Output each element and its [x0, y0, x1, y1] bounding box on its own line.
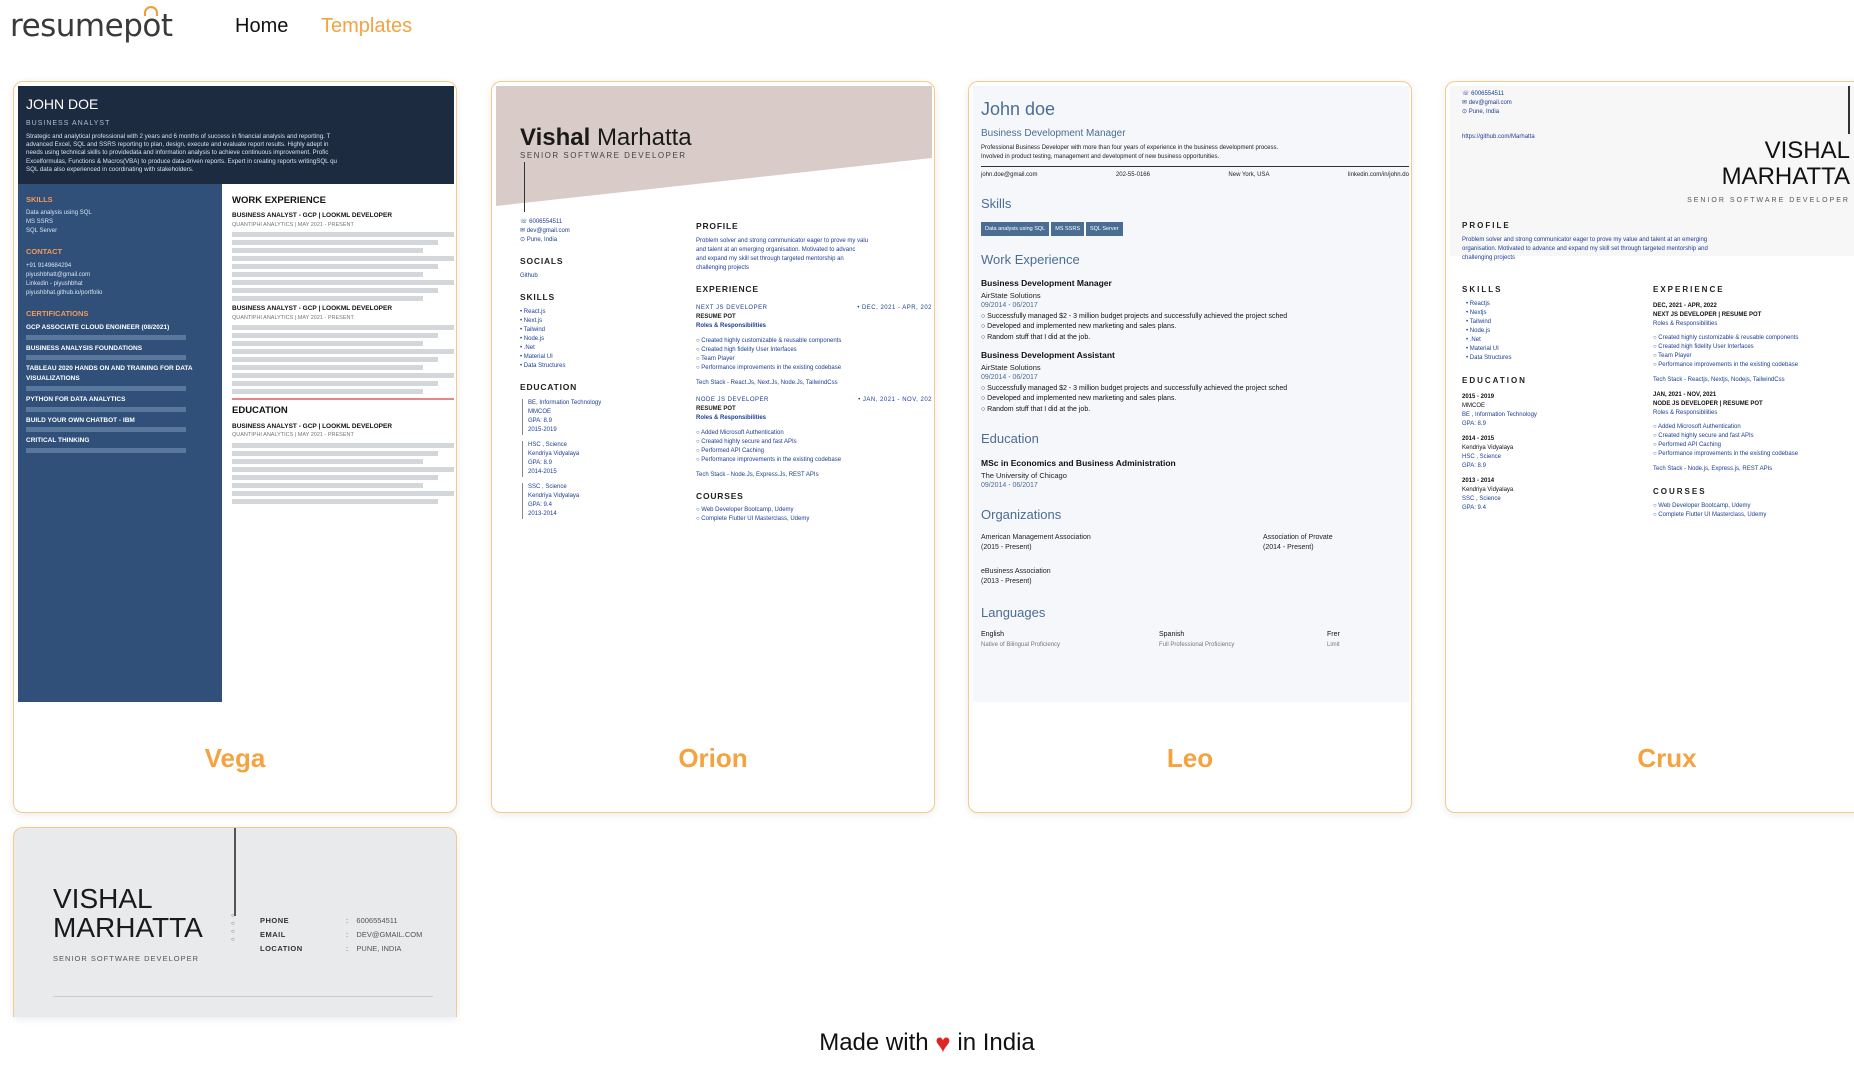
edu-gpa: GPA: 9.4 [1462, 505, 1486, 511]
summary-line: needs using technical skills to providedata and information analysis to achieve continuous improvement. Profic [26, 149, 329, 157]
lang-level: Full Professional Proficiency [1159, 641, 1235, 648]
preview-header [18, 86, 454, 184]
job-dates: • JAN, 2021 - NOV, 202 [858, 396, 932, 403]
job-dates: DEC, 2021 - APR, 2022 [1653, 303, 1717, 309]
right-column [1653, 272, 1854, 520]
text-placeholder [232, 467, 454, 472]
template-card-leo[interactable] [968, 81, 1412, 813]
contact-heading: CONTACT [26, 247, 63, 257]
skills-heading: Skills [981, 196, 1012, 211]
contact-value: : DEV@GMAIL.COM [346, 930, 423, 939]
text-placeholder [232, 333, 438, 338]
phone: ☏ 6006554511 [520, 219, 563, 225]
profile-line: challenging projects [696, 264, 750, 271]
certifications-heading: CERTIFICATIONS [26, 308, 89, 318]
education-line: 2015-2019 [528, 427, 557, 434]
summary-line: Excelformulas, Functions & Macros(VBA) to produce data-driven reports. Expert in creating reports writingSQL qu [26, 157, 337, 165]
job-item: ○ Random stuff that I did at the job. [981, 333, 1091, 341]
skills-heading: SKILLS [520, 291, 556, 302]
text-placeholder [232, 240, 438, 245]
education-line: Kendriya Vidyalaya [528, 493, 580, 500]
lang-name: Spanish [1159, 631, 1185, 639]
skill-item: • .Net [1466, 337, 1481, 343]
first-name: Vishal [520, 124, 591, 151]
contact-value: : PUNE, INDIA [346, 944, 402, 953]
skills-list [1462, 300, 1642, 363]
job-item: ○ Performance improvements in the existing codebase [1653, 451, 1799, 457]
contact-row [260, 916, 422, 925]
job-title: NEXT JS DEVELOPER | RESUME POT [1653, 312, 1762, 318]
education-heading: EDUCATION [232, 405, 288, 417]
courses-list [1653, 502, 1854, 520]
text-placeholder [26, 427, 186, 432]
template-card-crux[interactable] [1445, 81, 1854, 813]
profile-heading: PROFILE [1462, 221, 1511, 230]
summary-line: SQL data also experienced in coordinating with stakeholders. [26, 165, 194, 173]
job-company: RESUME POT [696, 405, 736, 412]
education-list [520, 399, 680, 519]
preview-body [981, 96, 1409, 654]
contact-item: piyushbhat.github.io/portfolio [26, 289, 103, 296]
skill-tag: MS SSRS [1051, 222, 1084, 236]
education-line: HSC , Science [528, 442, 568, 449]
work-list [232, 211, 454, 503]
education-line: GPA: 8.9 [528, 418, 552, 425]
resume-preview [18, 86, 454, 702]
location: ⊙ Pune, India [1462, 109, 1500, 115]
education-heading: EDUCATION [520, 381, 578, 392]
contact-key: EMAIL [260, 930, 286, 939]
language-item [1327, 630, 1340, 650]
courses-heading: COURSES [1653, 487, 1707, 496]
contact-row [260, 944, 422, 953]
job-company: QUANTIPHI ANALYTICS | MAY 2021 - PRESENT [232, 222, 354, 228]
job-item: ○ Team Player [696, 355, 735, 362]
skill-item: • Node.js [1466, 328, 1491, 334]
profile-heading: PROFILE [696, 221, 739, 231]
school: The University of Chicago [981, 470, 1067, 480]
job-item: ○ Created highly secure and fast APIs [1653, 433, 1754, 439]
text-placeholder [26, 448, 186, 453]
education-list [1462, 393, 1642, 513]
resume-preview [496, 86, 932, 702]
email: ✉ dev@gmail.com [520, 228, 570, 234]
nav-templates-link[interactable]: Templates [321, 15, 413, 37]
text-placeholder [232, 349, 454, 354]
degree: MSc in Economics and Business Administration [981, 457, 1176, 468]
edu-school: Kendriya Vidyalaya [1462, 445, 1514, 451]
profile-line: and expand my skill set through targeted mentorship an [696, 255, 844, 262]
job-company: QUANTIPHI ANALYTICS | MAY 2021 - PRESENT [232, 315, 354, 321]
github-link: https://github.com/Marhatta [1462, 134, 1535, 140]
skill-item: MS SSRS [26, 219, 54, 226]
contact-row [260, 930, 422, 939]
languages-list [981, 630, 1409, 654]
summary-line: Professional Business Developer with more than four years of experience in the business development process. [981, 145, 1279, 151]
course-item: ○ Complete Flutter UI Masterclass, Udemy [696, 516, 810, 523]
lang-level: Limit [1327, 641, 1340, 648]
text-placeholder [26, 407, 186, 412]
job-title: BUSINESS ANALYST - GCP | LOOKML DEVELOPER [232, 422, 393, 430]
skill-item: • Reactjs [1466, 301, 1490, 307]
text-placeholder [232, 459, 423, 464]
contact-item: Linkedin - piyushbhat [26, 280, 83, 287]
job-title: BUSINESS ANALYST - GCP | LOOKML DEVELOPER [232, 305, 393, 313]
job-item: ○ Successfully managed $2 - 3 million budget projects and successfully achieved the project sched [981, 312, 1288, 320]
tech-stack: Tech Stack - Reactjs, Nextjs, Nodejs, TailwindCss [1653, 377, 1785, 383]
contact-item: +91 9149684294 [26, 262, 72, 269]
profile-line: Problem solver and strong communicator eager to prove my valu [696, 237, 869, 244]
work-heading: WORK EXPERIENCE [232, 195, 326, 206]
job-company: AirState Solutions [981, 291, 1041, 300]
preview-main [232, 184, 454, 702]
socials-heading: SOCIALS [520, 256, 564, 266]
organizations-heading: Organizations [981, 507, 1062, 523]
preview-title: SENIOR SOFTWARE DEVELOPER [520, 151, 687, 160]
job-title: Business Development Assistant [981, 350, 1115, 361]
template-name: Leo [1166, 743, 1214, 773]
skill-item: • .Net [520, 344, 535, 351]
profile-section [1462, 208, 1854, 263]
skills-heading: SKILLS [1462, 285, 1503, 294]
left-column [520, 218, 680, 525]
organizations-list [981, 533, 1409, 599]
job-title: NODE JS DEVELOPER [696, 396, 769, 403]
text-placeholder [232, 280, 454, 285]
job-roles: Roles & Responsibilities [696, 414, 767, 421]
courses-heading: COURSES [696, 490, 744, 501]
divider-line [234, 828, 236, 916]
text-placeholder [232, 443, 454, 448]
divider [53, 996, 433, 997]
skills-list [520, 308, 680, 371]
job-item: ○ Created highly customizable & reusable components [1653, 335, 1799, 341]
job-item: ○ Performance improvements in the existing codebase [696, 364, 842, 371]
profile-line: challenging projects [1462, 255, 1516, 261]
contact-key: LOCATION [260, 944, 303, 953]
logo[interactable] [10, 8, 173, 44]
skill-item: Data analysis using SQL [26, 210, 92, 217]
organization-item [981, 533, 1091, 554]
logo-text: resumepot [10, 8, 173, 44]
job-item: ○ Successfully managed $2 - 3 million budget projects and successfully achieved the project sched [981, 384, 1288, 392]
preview-title: SENIOR SOFTWARE DEVELOPER [53, 954, 199, 963]
divider-line [1848, 86, 1850, 134]
organization-item [1263, 533, 1333, 554]
contact-value: : 6006554511 [346, 916, 398, 925]
profile-line: Problem solver and strong communicator eager to prove my value and talent at an emerging [1462, 237, 1708, 243]
text-placeholder [26, 386, 186, 391]
edu-dates: 09/2014 - 06/2017 [981, 481, 1038, 489]
text-placeholder [232, 248, 423, 253]
job-item: ○ Added Microsoft Authentication [696, 429, 784, 436]
certifications-list [26, 323, 214, 453]
job-item: ○ Created highly secure and fast APIs [696, 438, 797, 445]
preview-name: VISHAL MARHATTA [53, 883, 203, 944]
heart-icon: ♥ [935, 1028, 951, 1058]
timeline-dots: ○ ○ ○ ○ [231, 913, 235, 943]
summary-line: Strategic and analytical professional with 2 years and 6 months of success in financial analysis and reporting. T [26, 132, 331, 140]
nav-home-link[interactable]: Home [235, 15, 289, 37]
job-title: NEXT JS DEVELOPER [696, 304, 768, 311]
edu-gpa: GPA: 8.9 [1462, 463, 1486, 469]
left-column [1462, 272, 1642, 513]
profile-text [1462, 236, 1854, 263]
edu-years: 2014 - 2015 [1462, 436, 1495, 442]
preview-title: SENIOR SOFTWARE DEVELOPER [1687, 197, 1850, 204]
text-placeholder [232, 341, 423, 346]
text-placeholder [232, 256, 454, 261]
education-line: GPA: 9.4 [528, 502, 552, 509]
lang-name: Frer [1327, 631, 1340, 639]
text-placeholder [232, 483, 423, 488]
profile-line: and talent at an emerging organisation. Motivated to advanc [696, 246, 856, 253]
job-dates: 09/2014 - 06/2017 [981, 374, 1038, 382]
skill-item: • Next.js [520, 317, 543, 324]
text-placeholder [232, 491, 454, 496]
summary-line: advanced Excel, SQL and SSRS reporting to plan, design, execute and evaluate report results. Highly adept in [26, 140, 329, 148]
summary-line: Involved in product testing, management and development of new business opportunities. [981, 154, 1220, 160]
job-item: ○ Created high fidelity User Interfaces [1653, 344, 1754, 350]
edu-school: MMCOE [1462, 403, 1485, 409]
experience-heading: EXPERIENCE [1653, 285, 1725, 294]
location: ⊙ Pune, India [520, 237, 558, 243]
language-item [1159, 630, 1234, 650]
job-item: ○ Added Microsoft Authentication [1653, 424, 1741, 430]
job-title: BUSINESS ANALYST - GCP | LOOKML DEVELOPER [232, 212, 393, 220]
edu-degree: HSC , Science [1462, 454, 1502, 460]
language-item [981, 630, 1060, 650]
job-company: QUANTIPHI ANALYTICS | MAY 2021 - PRESENT [232, 432, 354, 439]
org-dates: (2013 - Present) [981, 578, 1032, 586]
certification-item: GCP ASSOCIATE CLOUD ENGINEER (08/2021) [26, 323, 170, 331]
text-placeholder [232, 475, 438, 480]
edu-school: Kendriya Vidyalaya [1462, 487, 1514, 493]
footer-text-end: in India [957, 1029, 1035, 1056]
github-link: Github [520, 272, 538, 279]
tech-stack: Tech Stack - Node.Js, Express.Js, REST APIs [696, 471, 819, 478]
preview-summary [981, 144, 1409, 162]
org-dates: (2015 - Present) [981, 544, 1032, 552]
courses-list [696, 506, 932, 524]
text-placeholder [232, 272, 423, 277]
text-placeholder [26, 335, 186, 340]
preview-summary [26, 133, 446, 175]
edu-degree: SSC , Science [1462, 496, 1501, 502]
education-line: GPA: 8.9 [528, 460, 552, 467]
education-item [522, 399, 680, 435]
text-placeholder [232, 381, 438, 386]
work-list [981, 277, 1409, 415]
job-roles: Roles & Responsibilities [696, 322, 767, 329]
skills-heading: SKILLS [26, 195, 53, 204]
education-line: 2013-2014 [528, 511, 557, 518]
certification-item: CRITICAL THINKING [26, 437, 90, 445]
job-roles: Roles & Responsibilities [1653, 410, 1718, 416]
template-name: Orion [678, 743, 748, 773]
education-item [522, 483, 680, 519]
education-line: Kendriya Vidyalaya [528, 451, 580, 458]
job-item: ○ Created highly customizable & reusable components [696, 337, 842, 344]
job-item: ○ Created high fidelity User Interfaces [696, 346, 797, 353]
edu-years: 2013 - 2014 [1462, 478, 1495, 484]
certification-item: PYTHON FOR DATA ANALYTICS [26, 395, 126, 403]
last-name: Marhatta [596, 124, 692, 151]
skill-item: • Node.js [520, 335, 545, 342]
experience-list [1653, 302, 1854, 474]
job-item: ○ Developed and implemented new marketing and sales plans. [981, 395, 1177, 403]
text-placeholder [232, 365, 423, 370]
text-placeholder [26, 355, 186, 360]
org-dates: (2014 - Present) [1263, 544, 1314, 552]
right-column [696, 210, 932, 524]
skill-item: • Tailwind [520, 326, 546, 333]
resume-preview [973, 86, 1409, 702]
education-heading: EDUCATION [1462, 376, 1527, 385]
skill-item: • React.js [520, 308, 546, 315]
template-name: Crux [1637, 743, 1697, 773]
job-roles: Roles & Responsibilities [1653, 321, 1718, 327]
preview-sidebar [18, 184, 222, 702]
tech-stack: Tech Stack - React.Js, Next.Js, Node.Js, TailwindCss [696, 379, 838, 386]
education-item [522, 441, 680, 477]
job-header [696, 304, 932, 313]
education-line: 2014-2015 [528, 469, 557, 476]
preview-name: JOHN DOE [26, 96, 99, 112]
edu-gpa: GPA: 8.9 [1462, 421, 1486, 427]
skill-item: • Nextjs [1466, 310, 1487, 316]
job-item: ○ Developed and implemented new marketing and sales plans. [981, 323, 1177, 331]
skill-item: • Material UI [520, 353, 553, 360]
template-card-fifth[interactable] [13, 827, 457, 1017]
template-name: Vega [204, 743, 266, 773]
preview-name: John doe [981, 99, 1056, 119]
job-company: AirState Solutions [981, 363, 1041, 372]
edu-degree: BE , Information Technology [1462, 412, 1537, 418]
preview-name: VISHAL MARHATTA [1721, 137, 1850, 191]
text-placeholder [232, 232, 454, 237]
org-name: American Management Association [981, 533, 1091, 541]
contact-block [1462, 90, 1535, 142]
section-divider [232, 398, 454, 400]
org-name: eBusiness Association [981, 567, 1051, 575]
chef-hat-icon [144, 6, 158, 16]
education-heading: Education [981, 431, 1039, 447]
contact-table [260, 916, 422, 958]
skills-list [26, 209, 214, 236]
text-placeholder [232, 499, 438, 504]
skill-tag: SQL Server [1086, 222, 1123, 236]
skill-item: • Tailwind [1466, 319, 1492, 325]
experience-heading: EXPERIENCE [696, 283, 759, 294]
experience-list [696, 304, 932, 480]
certification-item: BUSINESS ANALYSIS FOUNDATIONS [26, 344, 143, 352]
skill-item: • Data Structures [520, 362, 566, 369]
languages-heading: Languages [981, 604, 1046, 620]
text-placeholder [232, 451, 438, 456]
job-title: Business Development Manager [981, 278, 1112, 289]
job-item: ○ Random stuff that I did at the job. [981, 405, 1091, 413]
contact-list [26, 262, 214, 298]
profile-text [696, 237, 932, 273]
course-item: ○ Web Developer Bootcamp, Udemy [1653, 503, 1751, 509]
job-title: NODE JS DEVELOPER | RESUME POT [1653, 401, 1763, 407]
course-item: ○ Complete Flutter UI Masterclass, Udemy [1653, 512, 1767, 518]
job-header [696, 396, 932, 405]
text-placeholder [232, 389, 423, 394]
preview-role: Business Development Manager [981, 128, 1126, 139]
skill-item: • Material UI [1466, 346, 1499, 352]
education-line: BE, Information Technology [528, 400, 602, 407]
skill-item: SQL Server [26, 228, 58, 235]
education-line: MMCOE [528, 409, 551, 416]
text-placeholder [232, 373, 454, 378]
divider-line [524, 162, 525, 212]
footer-text-start: Made with [819, 1029, 929, 1056]
text-placeholder [232, 288, 438, 293]
phone: ☏ 6006554511 [1462, 91, 1505, 97]
contact-item: piyushbhatt@gmail.com [26, 271, 91, 278]
lang-name: English [981, 631, 1004, 639]
org-name: Association of Provate [1263, 533, 1333, 541]
job-company: RESUME POT [696, 313, 736, 320]
education-line: SSC , Science [528, 484, 567, 491]
work-heading: Work Experience [981, 251, 1080, 267]
text-placeholder [232, 325, 454, 330]
contact-key: PHONE [260, 916, 290, 925]
skills-tags [981, 222, 1409, 236]
text-placeholder [232, 264, 438, 269]
job-item: ○ Performed API Caching [1653, 442, 1721, 448]
template-card-orion[interactable] [491, 81, 935, 813]
template-card-vega[interactable] [13, 81, 457, 813]
job-item: ○ Performed API Caching [696, 447, 764, 454]
footer [0, 1028, 1854, 1059]
contact-bar: john.doe@gmail.com 202-55-0166 New York, USA linkedin.com/in/john.do [981, 166, 1409, 180]
text-placeholder [232, 357, 438, 362]
text-placeholder [232, 296, 423, 301]
tech-stack: Tech Stack - Node.js, Express.js, REST APIs [1653, 466, 1773, 472]
organization-item [981, 567, 1051, 588]
job-item: ○ Performance improvements in the existing codebase [1653, 362, 1799, 368]
job-dates: • DEC, 2021 - APR, 202 [857, 304, 932, 311]
preview-role: BUSINESS ANALYST [26, 120, 111, 127]
resume-preview [1450, 86, 1854, 702]
email: ✉ dev@gmail.com [1462, 100, 1512, 106]
job-dates: 09/2014 - 06/2017 [981, 302, 1038, 310]
skill-tag: Data analysis using SQL [981, 222, 1049, 236]
certification-item: TABLEAU 2020 HANDS ON AND TRAINING FOR DATA VISUALIZATIONS [26, 365, 193, 382]
job-item: ○ Team Player [1653, 353, 1692, 359]
course-item: ○ Web Developer Bootcamp, Udemy [696, 507, 794, 514]
job-dates: JAN, 2021 - NOV, 2021 [1653, 392, 1717, 398]
edu-years: 2015 - 2019 [1462, 394, 1495, 400]
profile-line: organisation. Motivated to advance and expand my skill set through targeted mentorship and [1462, 246, 1708, 252]
skill-item: • Data Structures [1466, 355, 1512, 361]
certification-item: BUILD YOUR OWN CHATBOT - IBM [26, 416, 135, 424]
job-item: ○ Performance improvements in the existing codebase [696, 456, 842, 463]
top-nav [0, 0, 1854, 54]
lang-level: Native of Bilingual Proficiency [981, 641, 1061, 648]
